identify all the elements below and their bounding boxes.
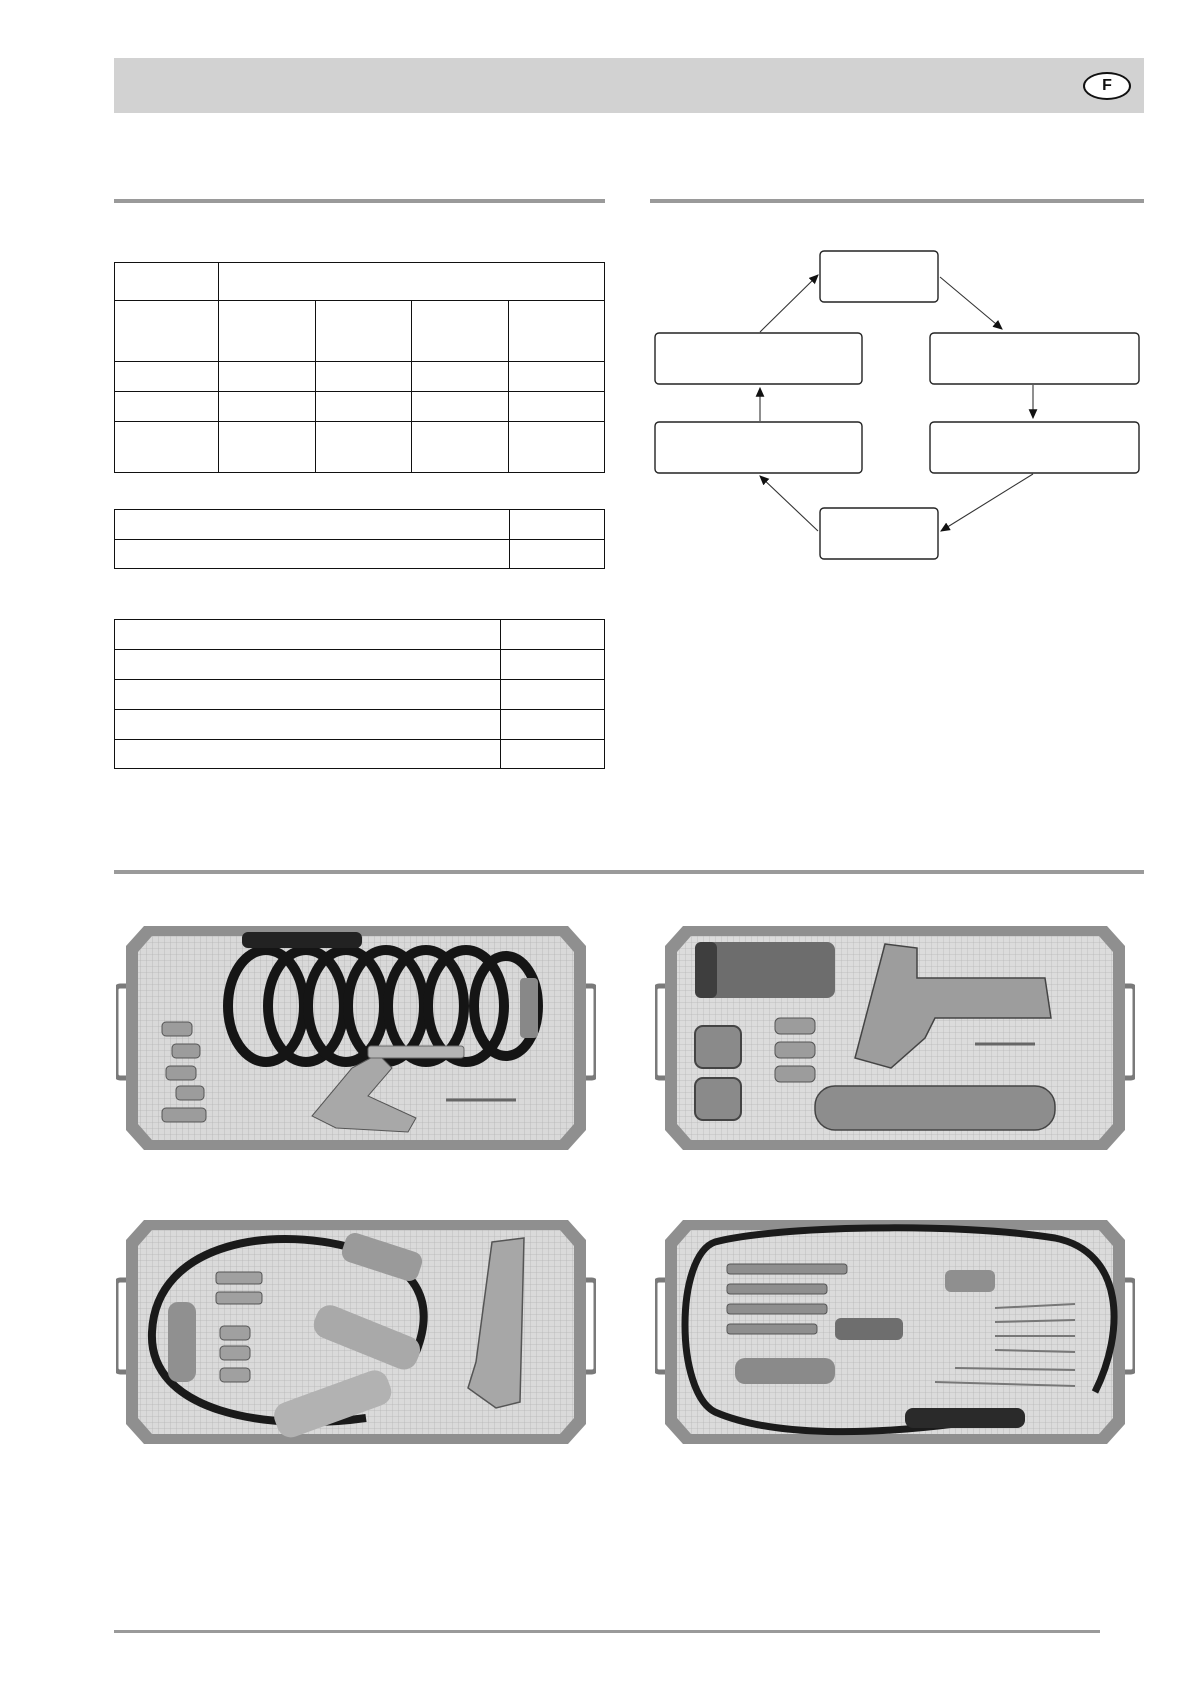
- specs-cell: [315, 362, 412, 392]
- specs-cell: [509, 392, 605, 422]
- list-table-cell: [115, 620, 501, 650]
- specs-cell: [509, 362, 605, 392]
- cycle-step-right-lower: [930, 422, 1139, 473]
- small-table-cell: [115, 510, 510, 540]
- list-table-cell: [501, 650, 605, 680]
- cycle-arrow: [760, 275, 818, 332]
- tray-air-hose-drill-photo: [116, 918, 596, 1158]
- section-rule-photos: [114, 870, 1144, 874]
- specs-cell: [115, 263, 219, 301]
- list-table-cell: [501, 620, 605, 650]
- specs-cell: [115, 392, 219, 422]
- specs-cell: [218, 362, 315, 392]
- cycle-arrow: [940, 277, 1002, 329]
- small-table: [114, 509, 605, 569]
- small-table-cell: [510, 540, 605, 569]
- cycle-arrow: [941, 474, 1033, 531]
- specs-cell: [412, 362, 509, 392]
- list-table-cell: [501, 710, 605, 740]
- cycle-step-top: [820, 251, 938, 302]
- list-table-cell: [115, 680, 501, 710]
- cycle-step-bottom: [820, 508, 938, 559]
- list-table-cell: [115, 740, 501, 769]
- tray-cable-micro-handpieces-photo: [655, 1212, 1135, 1452]
- cycle-diagram: [650, 245, 1150, 575]
- specs-cell: [509, 422, 605, 473]
- list-table-cell: [115, 710, 501, 740]
- tray-cable-handpieces-photo: [116, 1212, 596, 1452]
- specs-cell: [218, 422, 315, 473]
- specs-cell: [412, 422, 509, 473]
- specs-cell: [218, 263, 604, 301]
- specs-cell: [412, 301, 509, 362]
- section-rule-left: [114, 199, 605, 203]
- specs-cell: [218, 301, 315, 362]
- specs-cell: [315, 301, 412, 362]
- tray-battery-drill-saw-photo: [655, 918, 1135, 1158]
- list-table: [114, 619, 605, 769]
- header-band: [114, 58, 1144, 113]
- specs-cell: [412, 392, 509, 422]
- specs-cell: [218, 392, 315, 422]
- small-table-cell: [510, 510, 605, 540]
- footer-rule: [114, 1630, 1100, 1633]
- small-table-cell: [115, 540, 510, 569]
- specs-table: [114, 262, 605, 473]
- specs-cell: [115, 301, 219, 362]
- specs-cell: [509, 301, 605, 362]
- cycle-step-left-upper: [655, 333, 862, 384]
- specs-cell: [315, 392, 412, 422]
- cycle-arrow: [760, 476, 818, 531]
- specs-cell: [115, 422, 219, 473]
- list-table-cell: [501, 740, 605, 769]
- specs-cell: [115, 362, 219, 392]
- cycle-step-left-lower: [655, 422, 862, 473]
- list-table-cell: [115, 650, 501, 680]
- section-rule-right: [650, 199, 1144, 203]
- language-badge[interactable]: F: [1083, 72, 1131, 100]
- cycle-step-right-upper: [930, 333, 1139, 384]
- list-table-cell: [501, 680, 605, 710]
- specs-cell: [315, 422, 412, 473]
